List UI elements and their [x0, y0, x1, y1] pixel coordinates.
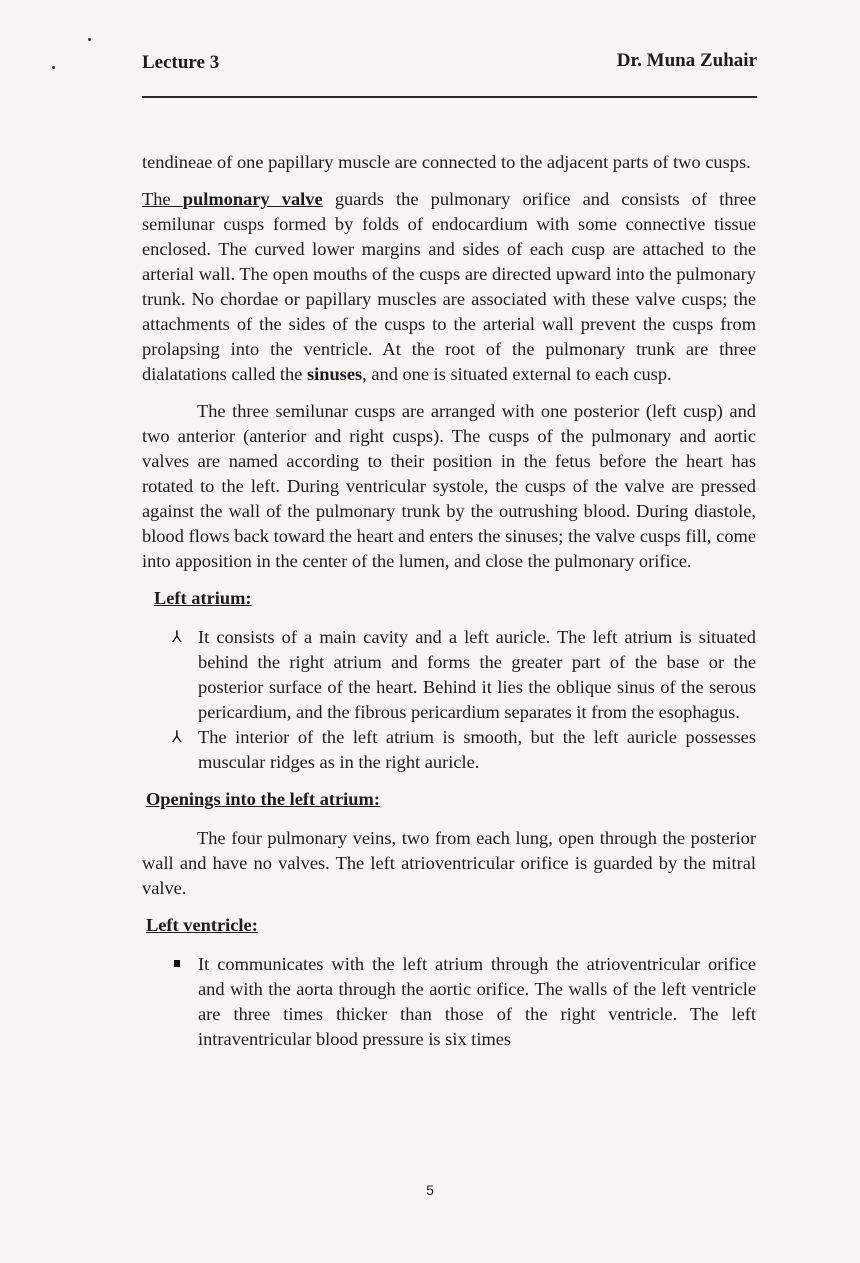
- list-item-text: It communicates with the left atrium through the atrioventricular orifice and with the aorta through the aortic orifice. The walls of the left ventricle are three times thicker than those of the right ventricle. The left intraventricular blood pressure is six times: [198, 954, 756, 1049]
- heading-left-ventricle: Left ventricle:: [146, 915, 258, 935]
- page-number: 5: [426, 1182, 434, 1198]
- paragraph-text: guards the pulmonary orifice and consists of three semilunar cusps formed by folds of endocardium with some connective tissue enclosed. The curved lower margins and sides of each cusp are attached to the arterial wall. The open mouths of the cusps are directed upward into the pulmonary trunk. No chordae or papillary muscles are associated with these valve cusps; the attachments of the sides of the cusps to the arterial wall prevent the cusps from prolapsing into the ventricle. At the root of the pulmonary trunk are three dialatations called the: [142, 189, 756, 384]
- paragraph-lead-word: The: [142, 189, 183, 209]
- bullet-marker-icon: ⅄: [172, 729, 182, 746]
- paragraph-continued: tendineae of one papillary muscle are connected to the adjacent parts of two cusps.: [142, 152, 751, 172]
- author-name: Dr. Muna Zuhair: [616, 50, 757, 71]
- scan-speck: [88, 38, 91, 41]
- paragraph-pulmonary-valve: [142, 187, 756, 387]
- list-item: [198, 952, 756, 1052]
- list-item: [172, 725, 756, 775]
- heading-openings: Openings into the left atrium:: [146, 789, 380, 809]
- term-pulmonary-valve: pulmonary valve: [182, 189, 323, 209]
- page-header: [142, 50, 757, 98]
- list-item: [172, 625, 756, 725]
- scan-speck: [52, 66, 55, 69]
- bullet-marker-icon: ⅄: [172, 629, 182, 646]
- lecture-label: Lecture 3: [142, 52, 220, 73]
- term-sinuses: sinuses: [306, 364, 363, 384]
- left-atrium-list: [142, 625, 756, 775]
- page-body: [142, 150, 756, 1064]
- square-bullet-icon: [174, 960, 180, 967]
- list-item-text: The interior of the left atrium is smooth, but the left auricle possesses muscular ridges as in the right auricle.: [198, 727, 756, 772]
- left-ventricle-list: [142, 952, 756, 1052]
- paragraph-openings: The four pulmonary veins, two from each lung, open through the posterior wall and have no valves. The left atrioventricular orifice is guarded by the mitral valve.: [142, 828, 756, 898]
- paragraph-text: , and one is situated external to each cusp.: [362, 364, 672, 384]
- list-item-text: It consists of a main cavity and a left auricle. The left atrium is situated behind the right atrium and forms the greater part of the base or the posterior surface of the heart. Behind it lies the oblique sinus of the serous pericardium, and the fibrous pericardium separates it from the esophagus.: [198, 627, 756, 722]
- paragraph-semilunar-cusps: The three semilunar cusps are arranged with one posterior (left cusp) and two anterior (anterior and right cusps). The cusps of the pulmonary and aortic valves are named according to their position in the fetus before the heart has rotated to the left. During ventricular systole, the cusps of the valve are pressed against the wall of the pulmonary trunk by the outrushing blood. During diastole, blood flows back toward the heart and enters the sinuses; the valve cusps fill, come into apposition in the center of the lumen, and close the pulmonary orifice.: [142, 401, 756, 571]
- heading-left-atrium: Left atrium:: [154, 588, 252, 608]
